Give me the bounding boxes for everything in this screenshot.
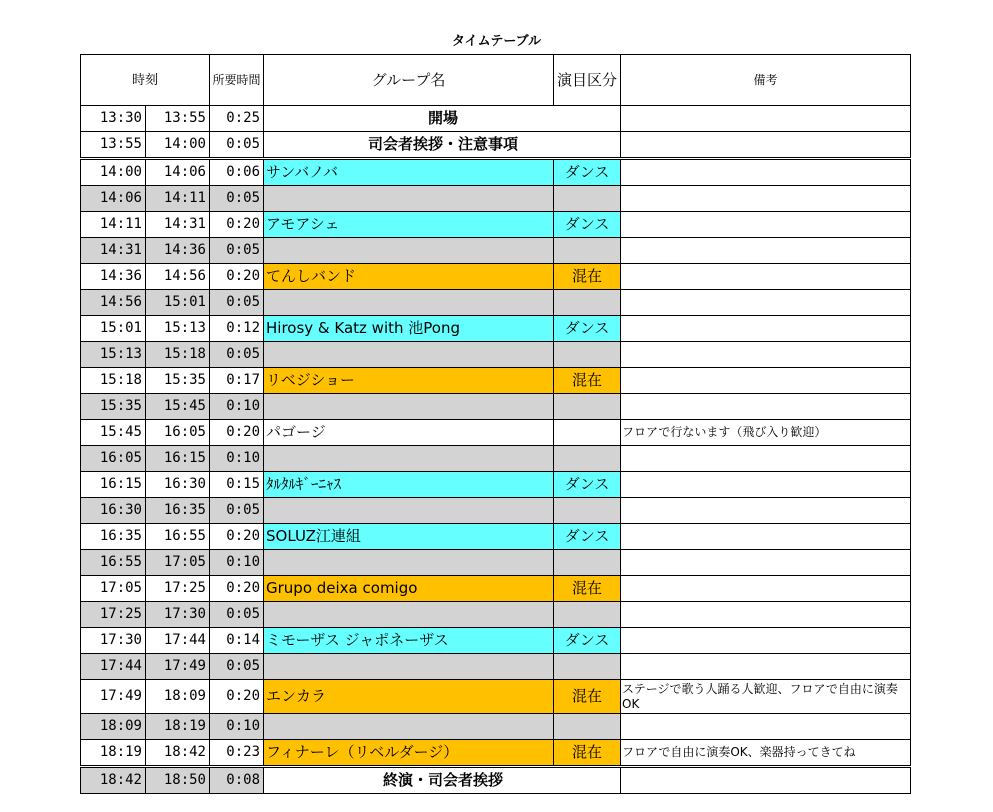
notes-cell [621, 264, 911, 290]
table-row [81, 132, 911, 159]
notes-cell [621, 132, 911, 159]
end-time-cell: 17:30 [146, 602, 210, 628]
category-cell: 混在 [554, 576, 621, 602]
category-cell [554, 602, 621, 628]
header-category: 演目区分 [554, 55, 621, 106]
category-cell: ダンス [554, 472, 621, 498]
notes-cell [621, 316, 911, 342]
end-time-cell: 17:05 [146, 550, 210, 576]
group-name-cell: Grupo deixa comigo [264, 576, 554, 602]
duration-cell: 0:05 [210, 342, 264, 368]
duration-cell: 0:20 [210, 576, 264, 602]
group-name-cell [264, 446, 554, 472]
group-name-cell: ミモーザス ジャポネーザス [264, 628, 554, 654]
notes-cell [621, 472, 911, 498]
header-duration: 所要時間 [210, 55, 264, 106]
category-cell: 混在 [554, 740, 621, 767]
end-time-cell: 15:18 [146, 342, 210, 368]
group-name-cell [264, 186, 554, 212]
start-time-cell: 15:18 [81, 368, 146, 394]
group-name-cell: パゴージ [264, 420, 554, 446]
start-time-cell: 14:00 [81, 159, 146, 186]
table-row [81, 446, 911, 472]
category-cell [554, 714, 621, 740]
notes-cell: フロアで自由に演奏OK、楽器持ってきてね [621, 740, 911, 767]
category-cell [554, 290, 621, 316]
notes-cell [621, 212, 911, 238]
end-time-cell: 14:56 [146, 264, 210, 290]
duration-cell: 0:10 [210, 714, 264, 740]
duration-cell: 0:20 [210, 212, 264, 238]
end-time-cell: 15:01 [146, 290, 210, 316]
category-cell [554, 186, 621, 212]
notes-cell [621, 446, 911, 472]
end-time-cell: 15:13 [146, 316, 210, 342]
notes-cell [621, 498, 911, 524]
group-name-cell: 終演・司会者挨拶 [264, 767, 621, 794]
notes-cell [621, 714, 911, 740]
duration-cell: 0:05 [210, 498, 264, 524]
notes-cell [621, 524, 911, 550]
table-row [81, 290, 911, 316]
start-time-cell: 14:06 [81, 186, 146, 212]
table-row [81, 602, 911, 628]
end-time-cell: 14:36 [146, 238, 210, 264]
start-time-cell: 14:56 [81, 290, 146, 316]
category-cell: 混在 [554, 264, 621, 290]
group-name-cell: ﾀﾙﾀﾙｷﾞｰﾆｬｽ [264, 472, 554, 498]
group-name-cell: SOLUZ江連組 [264, 524, 554, 550]
table-row [81, 212, 911, 238]
notes-cell [621, 238, 911, 264]
group-name-cell: てんしバンド [264, 264, 554, 290]
table-row [81, 186, 911, 212]
duration-cell: 0:17 [210, 368, 264, 394]
duration-cell: 0:23 [210, 740, 264, 767]
category-cell [554, 446, 621, 472]
table-row [81, 472, 911, 498]
duration-cell: 0:05 [210, 602, 264, 628]
notes-cell [621, 576, 911, 602]
duration-cell: 0:20 [210, 420, 264, 446]
group-name-cell: 司会者挨拶・注意事項 [264, 132, 621, 159]
notes-cell [621, 159, 911, 186]
table-row [81, 654, 911, 680]
start-time-cell: 13:55 [81, 132, 146, 159]
end-time-cell: 16:05 [146, 420, 210, 446]
group-name-cell [264, 342, 554, 368]
end-time-cell: 15:35 [146, 368, 210, 394]
table-row [81, 368, 911, 394]
end-time-cell: 14:00 [146, 132, 210, 159]
group-name-cell [264, 238, 554, 264]
start-time-cell: 17:30 [81, 628, 146, 654]
category-cell [554, 420, 621, 446]
group-name-cell: サンバノバ [264, 159, 554, 186]
group-name-cell: 開場 [264, 106, 621, 132]
table-row [81, 420, 911, 446]
group-name-cell [264, 714, 554, 740]
notes-cell [621, 106, 911, 132]
end-time-cell: 14:06 [146, 159, 210, 186]
end-time-cell: 17:49 [146, 654, 210, 680]
start-time-cell: 17:25 [81, 602, 146, 628]
duration-cell: 0:08 [210, 767, 264, 794]
start-time-cell: 17:49 [81, 680, 146, 714]
start-time-cell: 14:11 [81, 212, 146, 238]
category-cell: ダンス [554, 524, 621, 550]
notes-cell [621, 394, 911, 420]
start-time-cell: 15:35 [81, 394, 146, 420]
notes-cell: フロアで行ないます（飛び入り歓迎） [621, 420, 911, 446]
group-name-cell [264, 394, 554, 420]
duration-cell: 0:25 [210, 106, 264, 132]
notes-cell: ステージで歌う人踊る人歓迎、フロアで自由に演奏OK [621, 680, 911, 714]
group-name-cell: リベジショー [264, 368, 554, 394]
table-row [81, 264, 911, 290]
group-name-cell [264, 654, 554, 680]
category-cell: ダンス [554, 212, 621, 238]
table-row [81, 106, 911, 132]
start-time-cell: 18:19 [81, 740, 146, 767]
notes-cell [621, 767, 911, 794]
start-time-cell: 16:15 [81, 472, 146, 498]
end-time-cell: 18:09 [146, 680, 210, 714]
category-cell: 混在 [554, 368, 621, 394]
duration-cell: 0:05 [210, 132, 264, 159]
table-row [81, 342, 911, 368]
end-time-cell: 16:35 [146, 498, 210, 524]
end-time-cell: 15:45 [146, 394, 210, 420]
duration-cell: 0:05 [210, 238, 264, 264]
category-cell [554, 498, 621, 524]
table-row [81, 680, 911, 714]
category-cell: ダンス [554, 159, 621, 186]
group-name-cell: Hirosy & Katz with 池Pong [264, 316, 554, 342]
duration-cell: 0:05 [210, 186, 264, 212]
start-time-cell: 16:30 [81, 498, 146, 524]
duration-cell: 0:20 [210, 524, 264, 550]
group-name-cell: アモアシェ [264, 212, 554, 238]
group-name-cell: フィナーレ（リベルダージ） [264, 740, 554, 767]
end-time-cell: 18:42 [146, 740, 210, 767]
table-row [81, 316, 911, 342]
notes-cell [621, 654, 911, 680]
header-group: グループ名 [264, 55, 554, 106]
table-row [81, 159, 911, 186]
duration-cell: 0:20 [210, 264, 264, 290]
notes-cell [621, 550, 911, 576]
start-time-cell: 17:44 [81, 654, 146, 680]
table-row [81, 740, 911, 767]
duration-cell: 0:14 [210, 628, 264, 654]
notes-cell [621, 628, 911, 654]
start-time-cell: 15:13 [81, 342, 146, 368]
end-time-cell: 18:19 [146, 714, 210, 740]
table-row [81, 394, 911, 420]
notes-cell [621, 602, 911, 628]
group-name-cell [264, 602, 554, 628]
start-time-cell: 15:01 [81, 316, 146, 342]
start-time-cell: 13:30 [81, 106, 146, 132]
start-time-cell: 17:05 [81, 576, 146, 602]
category-cell [554, 394, 621, 420]
start-time-cell: 15:45 [81, 420, 146, 446]
start-time-cell: 18:42 [81, 767, 146, 794]
end-time-cell: 18:50 [146, 767, 210, 794]
category-cell [554, 342, 621, 368]
notes-cell [621, 342, 911, 368]
start-time-cell: 16:55 [81, 550, 146, 576]
table-row [81, 628, 911, 654]
table-row [81, 498, 911, 524]
category-cell [554, 654, 621, 680]
group-name-cell [264, 498, 554, 524]
header-row [81, 55, 911, 106]
start-time-cell: 18:09 [81, 714, 146, 740]
category-cell [554, 550, 621, 576]
start-time-cell: 16:35 [81, 524, 146, 550]
duration-cell: 0:10 [210, 446, 264, 472]
notes-cell [621, 186, 911, 212]
start-time-cell: 16:05 [81, 446, 146, 472]
duration-cell: 0:05 [210, 654, 264, 680]
end-time-cell: 17:25 [146, 576, 210, 602]
duration-cell: 0:20 [210, 680, 264, 714]
end-time-cell: 14:31 [146, 212, 210, 238]
end-time-cell: 13:55 [146, 106, 210, 132]
header-notes: 備考 [621, 55, 911, 106]
duration-cell: 0:06 [210, 159, 264, 186]
category-cell: 混在 [554, 680, 621, 714]
category-cell: ダンス [554, 628, 621, 654]
duration-cell: 0:10 [210, 550, 264, 576]
end-time-cell: 16:55 [146, 524, 210, 550]
table-row [81, 576, 911, 602]
category-cell: ダンス [554, 316, 621, 342]
end-time-cell: 16:15 [146, 446, 210, 472]
duration-cell: 0:15 [210, 472, 264, 498]
notes-cell [621, 368, 911, 394]
group-name-cell [264, 550, 554, 576]
duration-cell: 0:10 [210, 394, 264, 420]
start-time-cell: 14:36 [81, 264, 146, 290]
table-row [81, 714, 911, 740]
group-name-cell [264, 290, 554, 316]
duration-cell: 0:12 [210, 316, 264, 342]
duration-cell: 0:05 [210, 290, 264, 316]
group-name-cell: エンカラ [264, 680, 554, 714]
category-cell [554, 238, 621, 264]
table-row [81, 550, 911, 576]
end-time-cell: 17:44 [146, 628, 210, 654]
end-time-cell: 16:30 [146, 472, 210, 498]
header-time: 時刻 [81, 55, 210, 106]
table-row [81, 524, 911, 550]
table-row [81, 767, 911, 794]
start-time-cell: 14:31 [81, 238, 146, 264]
notes-cell [621, 290, 911, 316]
table-row [81, 238, 911, 264]
page-title: タイムテーブル [451, 34, 542, 49]
end-time-cell: 14:11 [146, 186, 210, 212]
timetable [80, 54, 911, 794]
